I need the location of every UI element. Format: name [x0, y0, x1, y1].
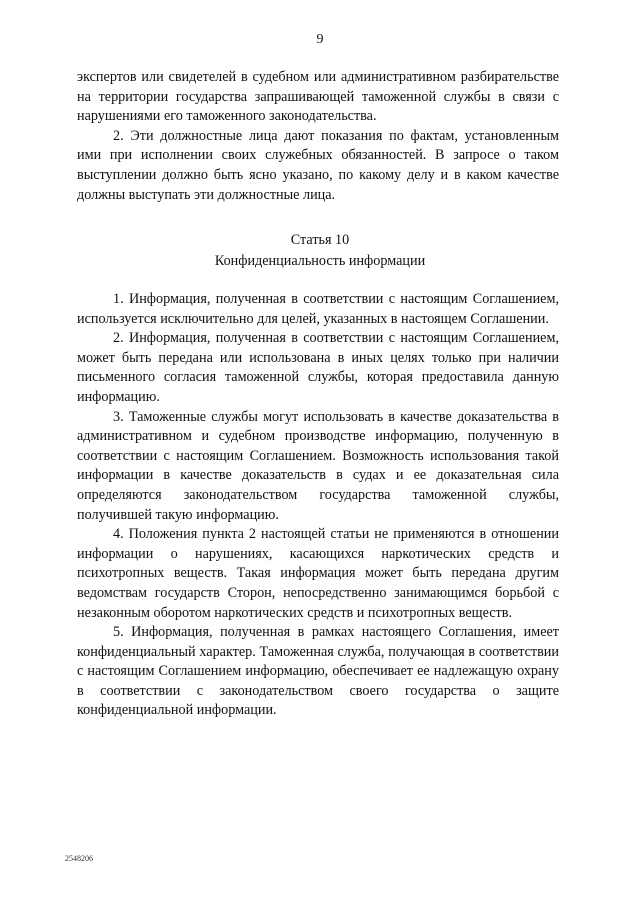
page-number: 9: [316, 32, 324, 47]
continuation-paragraph: 2. Эти должностные лица дают показания по фактам, установленным ими при исполнении своих служебных обязанностей. В запросе о таком выступлении должно быть ясно указано, по какому делу и в каком качестве должны выступать эти должностные лица.: [77, 127, 559, 203]
article-paragraph: 1. Информация, полученная в соответствии с настоящим Соглашением, используется исключительно для целей, указанных в настоящем Соглашении.: [77, 291, 559, 327]
article-paragraph: 3. Таможенные службы могут использовать в качестве доказательства в административном и судебном производстве информацию, полученную в соответствии с настоящим Соглашением. Возможность использования такой информации в качестве доказательств в судах и ее доказательная сила определяются законодательством государства таможенной службы, получившей такую информацию.: [77, 408, 559, 523]
article-paragraph: 4. Положения пункта 2 настоящей статьи не применяются в отношении информации о нарушениях, касающихся наркотических средств и психотропных веществ. Такая информация может быть передана другим ведомствам государств Сторон, непосредственно занимающимся борьбой с незаконным оборотом наркотических средств и психотропных веществ.: [77, 526, 559, 621]
article-paragraph: 5. Информация, полученная в рамках настоящего Соглашения, имеет конфиденциальный характер. Таможенная служба, получающая в соответствии с настоящим Соглашением информацию, обеспечивает ее надлежащую охрану в соответствии с законодательством своего государства о защите конфиденциальной информации.: [77, 624, 559, 719]
continuation-text: [77, 68, 559, 205]
article-paragraph: 2. Информация, полученная в соответствии с настоящим Соглашением, может быть передана или использована в иных целях только при наличии письменного согласия таможенной службы, которая предоставила данную информацию.: [77, 330, 559, 405]
article-body: [77, 290, 559, 721]
article-number: Статья 10: [290, 232, 350, 248]
article-title: Конфиденциальность информации: [214, 253, 426, 269]
continuation-paragraph: экспертов или свидетелей в судебном или административном разбирательстве на территории государства запрашивающей таможенной службы в связи с нарушениями его таможенного законодательства.: [77, 69, 559, 125]
document-code: 2548206: [65, 854, 93, 863]
